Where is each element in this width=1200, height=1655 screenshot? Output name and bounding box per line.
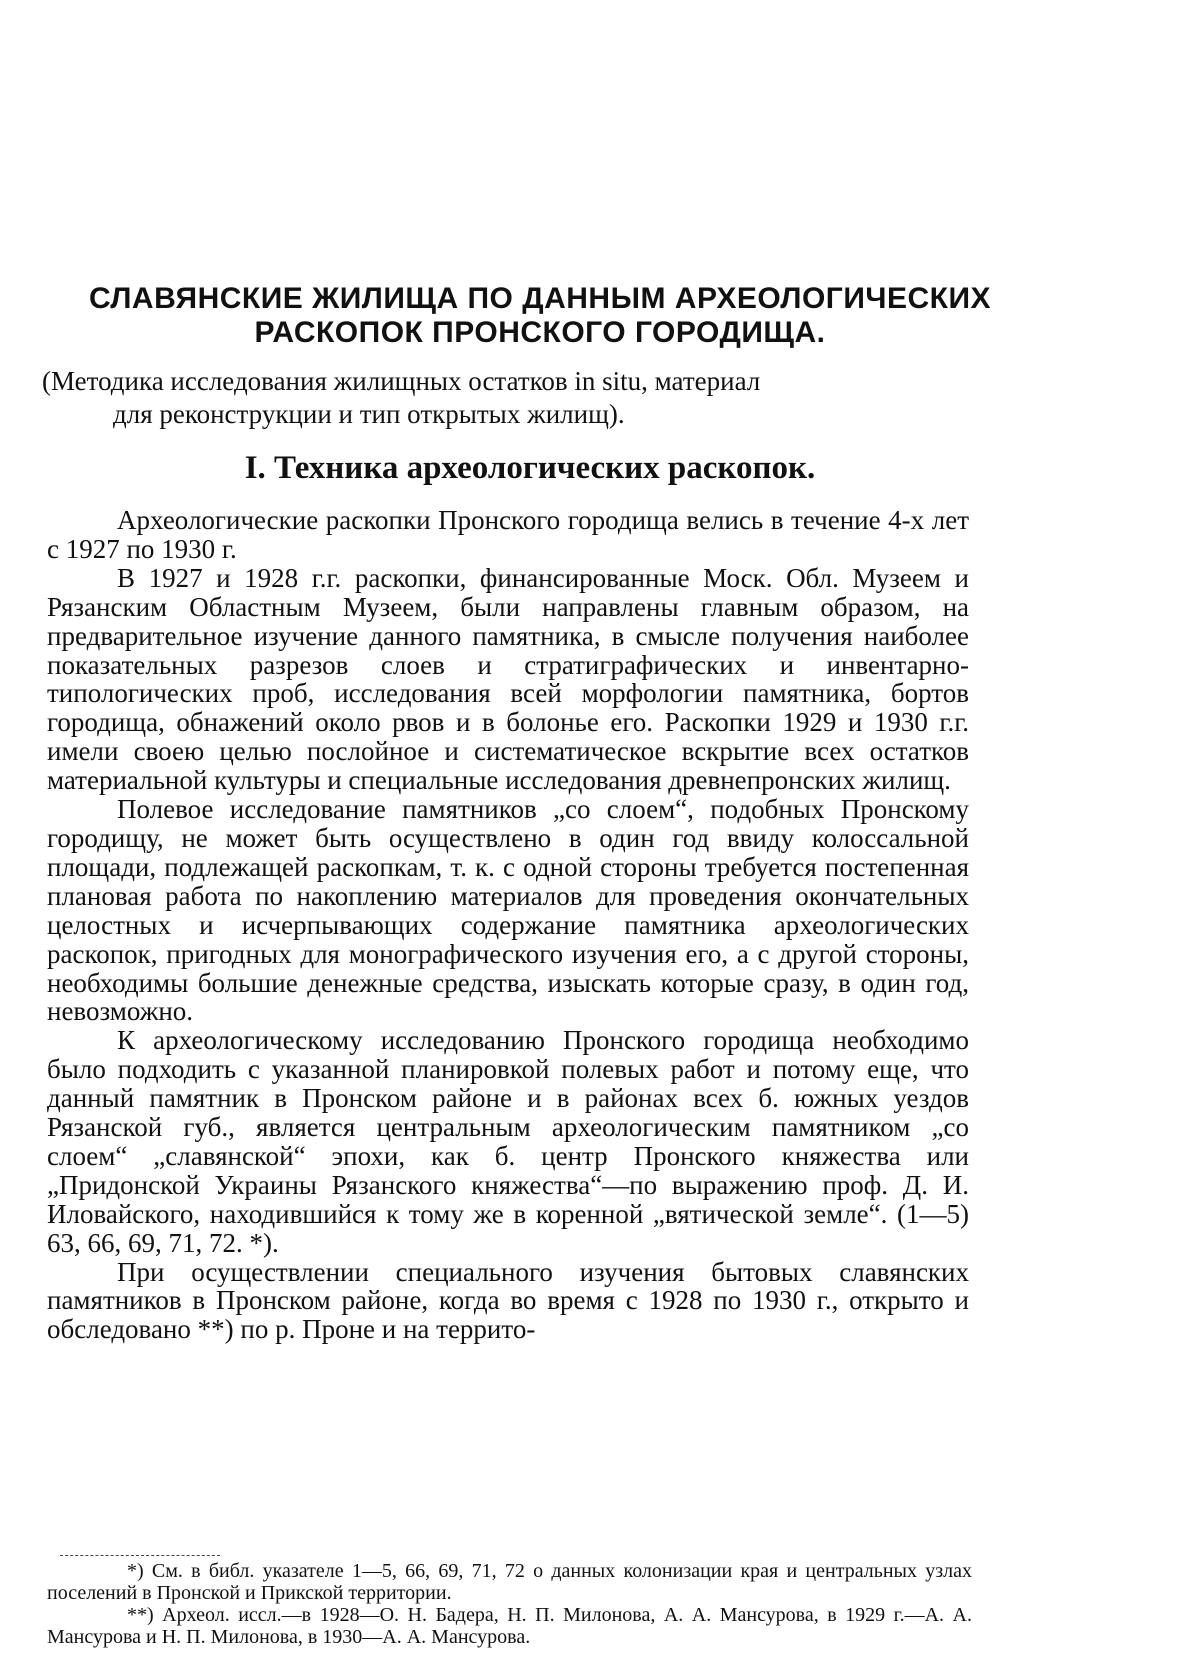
paragraph: К археологическому исследованию Пронского городища необходимо было подходить с указанной планировкой полевых работ и потому еще, что данный памятник в Пронском районе и в районах всех б. южных уездов Рязанской губ., является центральным археологическим памятником „со слоем“ „славянской“ эпохи, как б. центр Пронского княжества или „Придонской Украины Рязанского княжества“—по выражению проф. Д. И. Иловайского, находившийся к тому же в коренной „вятической земле“. (1—5) 63, 66, 69, 71, 72. *). bbox=[47, 1025, 969, 1258]
body-text bbox=[47, 506, 969, 1344]
title-line-2: РАСКОПОК ПРОНСКОГО ГОРОДИЩА. bbox=[254, 316, 826, 349]
footnotes bbox=[47, 1560, 972, 1648]
paragraph: Полевое исследование памятников „со слоем“, подобных Пронскому городищу, не может быть осуществлено в один год ввиду колоссальной площади, подлежащей раскопкам, т. к. с одной стороны требуется постепенная плановая работа по накоплению материалов для проведения окончательных целостных и исчерпывающих содержание памятника археологических раскопок, пригодных для монографического изучения его, а с другой стороны, необходимы большие денежные средства, изыскать которые сразу, в один год, невозможно. bbox=[47, 794, 969, 1027]
paragraph: При осуществлении специального изучения бытовых славянских памятников в Пронском районе, когда во время с 1928 по 1930 г., открыто и обследовано **) по р. Проне и на террито- bbox=[47, 1256, 969, 1345]
paragraph: В 1927 и 1928 г.г. раскопки, финансированные Моск. Обл. Музеем и Рязанским Областным Музеем, были направлены главным образом, на предварительное изучение данного памятника, в смысле получения наиболее показательных разрезов слоев и стратиграфических и инвентарно-типологических проб, исследования всей морфологии памятника, бортов городища, обнажений около рвов и в болонье его. Раскопки 1929 и 1930 г.г. имели своею целью послойное и систематическое вскрытие всех остатков материальной культуры и специальные исследования древнепронских жилищ. bbox=[47, 562, 969, 796]
footnote: **) Археол. иссл.—в 1928—О. Н. Бадера, Н. П. Милонова, А. А. Мансурова, в 1929 г.—А. А. Мансурова и Н. П. Милонова, в 1930—А. А. Мансурова. bbox=[47, 1604, 972, 1648]
footnote: *) См. в библ. указателе 1—5, 66, 69, 71, 72 о данных колонизации края и центральных узлах поселений в Пронской и Прикской территории. bbox=[47, 1560, 972, 1604]
subtitle-line-1: (Методика исследования жилищных остатков in situ, материал bbox=[42, 366, 761, 396]
title-line-1: СЛАВЯНСКИЕ ЖИЛИЩА ПО ДАННЫМ АРХЕОЛОГИЧЕСКИХ bbox=[88, 282, 992, 315]
section-heading: I. Техника археологических раскопок. bbox=[244, 450, 816, 486]
footnote-divider bbox=[60, 1555, 220, 1556]
subtitle-line-2: для реконструкции и тип открытых жилищ). bbox=[113, 399, 625, 429]
paragraph: Археологические раскопки Пронского городища велись в течение 4-х лет с 1927 по 1930 г. bbox=[47, 505, 969, 564]
